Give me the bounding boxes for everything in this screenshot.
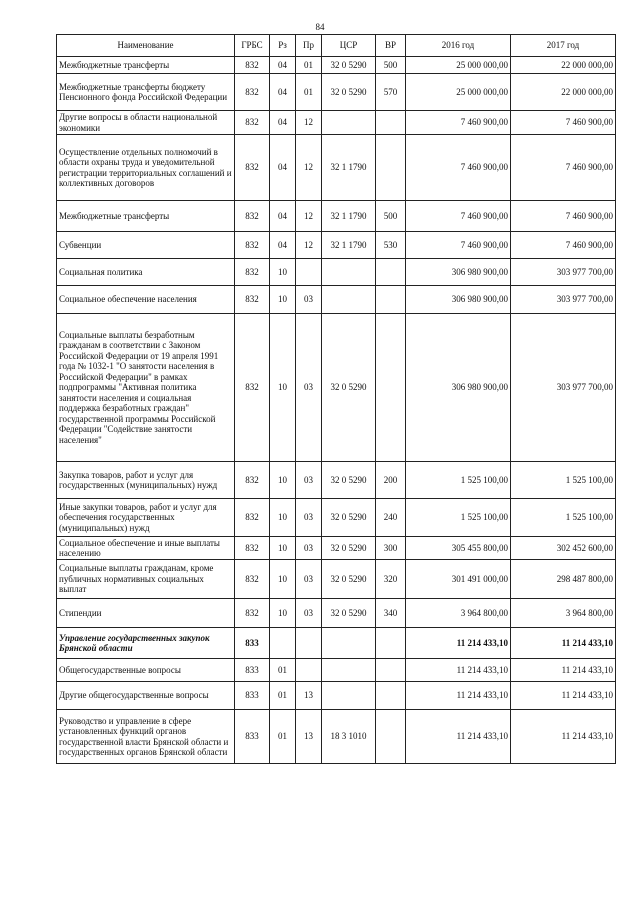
cell-2016: 11 214 433,10: [406, 628, 511, 659]
cell-name: Закупка товаров, работ и услуг для государственных (муниципальных) нужд: [57, 462, 235, 499]
cell-csr: 32 0 5290: [322, 74, 376, 111]
column-header-vr: ВР: [376, 35, 406, 57]
cell-pr: 12: [296, 232, 322, 259]
cell-name: Другие вопросы в области национальной экономики: [57, 111, 235, 135]
cell-2016: 3 964 800,00: [406, 599, 511, 628]
cell-rz: 10: [270, 560, 296, 599]
cell-2016: 305 455 800,00: [406, 537, 511, 560]
cell-csr: 32 0 5290: [322, 560, 376, 599]
cell-grbs: 832: [235, 111, 270, 135]
cell-rz: 10: [270, 286, 296, 314]
cell-grbs: 832: [235, 135, 270, 201]
cell-vr: 340: [376, 599, 406, 628]
cell-2017: 302 452 600,00: [511, 537, 616, 560]
column-header-2016: 2016 год: [406, 35, 511, 57]
cell-name: Руководство и управление в сфере установленных функций органов государственной власти Брянской области и государственных органов Брянской области: [57, 710, 235, 764]
cell-2016: 11 214 433,10: [406, 659, 511, 682]
cell-grbs: 832: [235, 537, 270, 560]
cell-2016: 7 460 900,00: [406, 111, 511, 135]
cell-name: Иные закупки товаров, работ и услуг для обеспечения государственных (муниципальных) нужд: [57, 499, 235, 537]
table-row: [57, 232, 616, 259]
cell-pr: [296, 259, 322, 286]
cell-name: Социальное обеспечение населения: [57, 286, 235, 314]
cell-vr: [376, 682, 406, 710]
cell-grbs: 832: [235, 201, 270, 232]
cell-csr: [322, 628, 376, 659]
cell-vr: 570: [376, 74, 406, 111]
cell-rz: 10: [270, 462, 296, 499]
cell-name: Межбюджетные трансферты: [57, 57, 235, 74]
table-row: [57, 710, 616, 764]
cell-rz: 01: [270, 682, 296, 710]
table-body: [57, 57, 616, 764]
cell-2017: 1 525 100,00: [511, 462, 616, 499]
cell-rz: 10: [270, 537, 296, 560]
cell-name: Общегосударственные вопросы: [57, 659, 235, 682]
column-header-csr: ЦСР: [322, 35, 376, 57]
table-row: [57, 286, 616, 314]
cell-2017: 7 460 900,00: [511, 135, 616, 201]
cell-pr: 12: [296, 135, 322, 201]
cell-csr: [322, 659, 376, 682]
cell-pr: 13: [296, 710, 322, 764]
cell-vr: [376, 135, 406, 201]
cell-grbs: 832: [235, 599, 270, 628]
cell-grbs: 832: [235, 259, 270, 286]
cell-grbs: 832: [235, 286, 270, 314]
table-row: [57, 135, 616, 201]
cell-name: Субвенции: [57, 232, 235, 259]
table-row: [57, 462, 616, 499]
column-header-name: Наименование: [57, 35, 235, 57]
cell-2016: 11 214 433,10: [406, 682, 511, 710]
cell-pr: 12: [296, 201, 322, 232]
cell-pr: 03: [296, 560, 322, 599]
cell-csr: 18 3 1010: [322, 710, 376, 764]
cell-vr: [376, 710, 406, 764]
cell-grbs: 832: [235, 74, 270, 111]
cell-name: Другие общегосударственные вопросы: [57, 682, 235, 710]
cell-vr: 500: [376, 57, 406, 74]
cell-pr: 01: [296, 57, 322, 74]
cell-2017: 303 977 700,00: [511, 286, 616, 314]
cell-pr: [296, 628, 322, 659]
table-row: [57, 111, 616, 135]
cell-pr: 03: [296, 286, 322, 314]
cell-vr: [376, 314, 406, 462]
cell-2017: 11 214 433,10: [511, 659, 616, 682]
cell-name: Межбюджетные трансферты бюджету Пенсионного фонда Российской Федерации: [57, 74, 235, 111]
column-header-pr: Пр: [296, 35, 322, 57]
table-row: [57, 201, 616, 232]
cell-2017: 3 964 800,00: [511, 599, 616, 628]
cell-rz: 10: [270, 599, 296, 628]
cell-2016: 306 980 900,00: [406, 286, 511, 314]
table-row: [57, 560, 616, 599]
cell-grbs: 832: [235, 314, 270, 462]
table-row: [57, 599, 616, 628]
table-row: [57, 57, 616, 74]
cell-2017: 7 460 900,00: [511, 111, 616, 135]
cell-csr: 32 0 5290: [322, 599, 376, 628]
cell-pr: 03: [296, 314, 322, 462]
cell-vr: [376, 286, 406, 314]
cell-name: Социальные выплаты безработным гражданам в соответствии с Законом Российской Федерации от 19 апреля 1991 года № 1032-1 "О занятости населения в Российской Федерации" в рамках подпрограммы "Активная политика занятости населения и социальная поддержка безработных граждан" государственной программы Российской Федерации "Содействие занятости населения": [57, 314, 235, 462]
cell-name: Социальные выплаты гражданам, кроме публичных нормативных социальных выплат: [57, 560, 235, 599]
cell-2017: 298 487 800,00: [511, 560, 616, 599]
cell-2017: 7 460 900,00: [511, 232, 616, 259]
table-row: [57, 537, 616, 560]
cell-2016: 7 460 900,00: [406, 232, 511, 259]
cell-csr: 32 0 5290: [322, 57, 376, 74]
cell-2017: 11 214 433,10: [511, 628, 616, 659]
cell-2016: 1 525 100,00: [406, 499, 511, 537]
page-number: 84: [315, 22, 325, 32]
cell-vr: [376, 259, 406, 286]
table-row: [57, 659, 616, 682]
cell-csr: 32 1 1790: [322, 135, 376, 201]
cell-vr: 240: [376, 499, 406, 537]
cell-grbs: 833: [235, 659, 270, 682]
column-header-2017: 2017 год: [511, 35, 616, 57]
cell-2016: 306 980 900,00: [406, 314, 511, 462]
cell-2016: 1 525 100,00: [406, 462, 511, 499]
cell-2016: 306 980 900,00: [406, 259, 511, 286]
cell-rz: [270, 628, 296, 659]
cell-pr: [296, 659, 322, 682]
table-row: [57, 74, 616, 111]
cell-rz: 04: [270, 201, 296, 232]
cell-rz: 04: [270, 57, 296, 74]
cell-pr: 03: [296, 462, 322, 499]
cell-csr: 32 1 1790: [322, 232, 376, 259]
cell-name: Социальная политика: [57, 259, 235, 286]
cell-2017: 11 214 433,10: [511, 710, 616, 764]
table-row: [57, 628, 616, 659]
cell-rz: 01: [270, 710, 296, 764]
cell-2016: 11 214 433,10: [406, 710, 511, 764]
cell-rz: 04: [270, 135, 296, 201]
table-row: [57, 259, 616, 286]
cell-vr: 530: [376, 232, 406, 259]
cell-2016: 301 491 000,00: [406, 560, 511, 599]
cell-rz: 10: [270, 259, 296, 286]
cell-name: Управление государственных закупок Брянской области: [57, 628, 235, 659]
column-header-grbs: ГРБС: [235, 35, 270, 57]
cell-2017: 303 977 700,00: [511, 314, 616, 462]
cell-rz: 10: [270, 499, 296, 537]
cell-2017: 303 977 700,00: [511, 259, 616, 286]
table-row: [57, 314, 616, 462]
cell-csr: [322, 682, 376, 710]
column-header-rz: Рз: [270, 35, 296, 57]
cell-pr: 03: [296, 537, 322, 560]
cell-pr: 03: [296, 599, 322, 628]
cell-rz: 10: [270, 314, 296, 462]
cell-csr: [322, 286, 376, 314]
cell-2017: 22 000 000,00: [511, 57, 616, 74]
cell-vr: 200: [376, 462, 406, 499]
cell-rz: 04: [270, 74, 296, 111]
cell-csr: 32 0 5290: [322, 499, 376, 537]
table-row: [57, 682, 616, 710]
cell-grbs: 832: [235, 499, 270, 537]
cell-vr: 500: [376, 201, 406, 232]
cell-csr: 32 1 1790: [322, 201, 376, 232]
cell-2017: 1 525 100,00: [511, 499, 616, 537]
cell-vr: [376, 111, 406, 135]
cell-2016: 7 460 900,00: [406, 135, 511, 201]
cell-name: Социальное обеспечение и иные выплаты населению: [57, 537, 235, 560]
table-row: [57, 499, 616, 537]
cell-pr: 03: [296, 499, 322, 537]
cell-grbs: 833: [235, 710, 270, 764]
cell-2017: 11 214 433,10: [511, 682, 616, 710]
cell-grbs: 832: [235, 462, 270, 499]
cell-vr: [376, 628, 406, 659]
cell-grbs: 833: [235, 628, 270, 659]
cell-pr: 01: [296, 74, 322, 111]
cell-csr: 32 0 5290: [322, 462, 376, 499]
cell-grbs: 833: [235, 682, 270, 710]
cell-grbs: 832: [235, 232, 270, 259]
cell-name: Стипендии: [57, 599, 235, 628]
cell-2016: 25 000 000,00: [406, 74, 511, 111]
cell-vr: 320: [376, 560, 406, 599]
cell-csr: [322, 111, 376, 135]
cell-2017: 22 000 000,00: [511, 74, 616, 111]
cell-csr: 32 0 5290: [322, 537, 376, 560]
cell-pr: 13: [296, 682, 322, 710]
cell-2016: 7 460 900,00: [406, 201, 511, 232]
cell-2016: 25 000 000,00: [406, 57, 511, 74]
cell-vr: 300: [376, 537, 406, 560]
cell-name: Осуществление отдельных полномочий в области охраны труда и уведомительной регистрации территориальных соглашений и коллективных договоров: [57, 135, 235, 201]
table-header-row: [57, 35, 616, 57]
cell-grbs: 832: [235, 57, 270, 74]
cell-pr: 12: [296, 111, 322, 135]
cell-csr: 32 0 5290: [322, 314, 376, 462]
cell-rz: 01: [270, 659, 296, 682]
cell-rz: 04: [270, 232, 296, 259]
cell-grbs: 832: [235, 560, 270, 599]
cell-2017: 7 460 900,00: [511, 201, 616, 232]
cell-rz: 04: [270, 111, 296, 135]
cell-vr: [376, 659, 406, 682]
budget-table: [56, 34, 616, 764]
cell-name: Межбюджетные трансферты: [57, 201, 235, 232]
cell-csr: [322, 259, 376, 286]
